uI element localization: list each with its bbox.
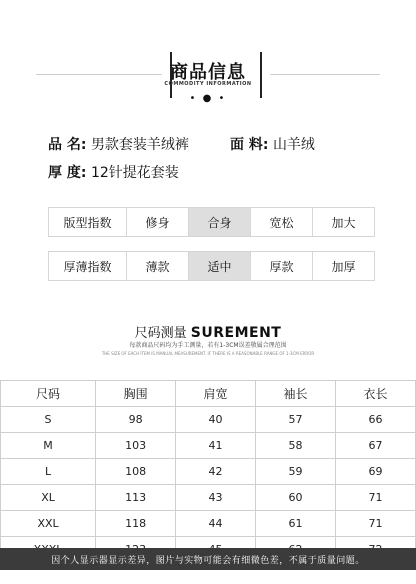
thickness-label: 厚 度: [48, 165, 87, 181]
size-section-title [0, 322, 416, 341]
size-title-en: SUREMENT [190, 325, 282, 341]
size-note: 每款商品尺码均为手工测量，若有1-3CM误差敬属合理范围 [129, 342, 287, 349]
table-cell: 40 [176, 407, 256, 433]
decorative-dots: • ● • [189, 93, 227, 104]
table-row [1, 407, 416, 433]
fit-option-plus: 加大 [312, 208, 374, 236]
thickness-row [48, 162, 179, 182]
thickness-value: 12针提花套装 [90, 165, 179, 181]
fabric-value: 山羊绒 [272, 137, 315, 153]
table-row [1, 511, 416, 537]
thickness-option-thick: 厚款 [250, 252, 312, 280]
table-cell: 98 [96, 407, 176, 433]
table-cell: XL [1, 485, 96, 511]
table-cell: 60 [256, 485, 336, 511]
table-cell: 108 [96, 459, 176, 485]
table-cell: 41 [176, 433, 256, 459]
fit-option-loose: 宽松 [250, 208, 312, 236]
table-cell: 57 [256, 407, 336, 433]
size-note-en-line1: THE SIZE OF EACH ITEM IS MANUAL MEASUREMENT. IF THERE IS A [101, 351, 235, 356]
thickness-index-header: 厚薄指数 [63, 259, 112, 274]
thickness-index-bar [48, 251, 375, 281]
table-cell: 71 [336, 511, 416, 537]
col-header-chest: 胸围 [96, 381, 176, 407]
table-cell: 66 [336, 407, 416, 433]
table-cell: 59 [256, 459, 336, 485]
size-note-en [0, 351, 416, 356]
table-cell: 44 [176, 511, 256, 537]
thickness-option-thin: 薄款 [126, 252, 188, 280]
size-table [0, 380, 416, 563]
col-header-length: 衣长 [336, 381, 416, 407]
table-cell: 42 [176, 459, 256, 485]
product-name-value: 男款套装羊绒裤 [90, 137, 189, 153]
product-name-label: 品 名: [48, 137, 87, 153]
table-cell: XXL [1, 511, 96, 537]
table-cell: S [1, 407, 96, 433]
col-header-shoulder: 肩宽 [176, 381, 256, 407]
col-header-sleeve: 袖长 [256, 381, 336, 407]
table-cell: 61 [256, 511, 336, 537]
table-cell: 103 [96, 433, 176, 459]
table-cell: 69 [336, 459, 416, 485]
section-title: 商品信息 [170, 62, 246, 83]
product-name-row [48, 134, 189, 154]
fit-index-header: 版型指数 [63, 215, 112, 230]
table-cell: 71 [336, 485, 416, 511]
table-row [1, 459, 416, 485]
section-subtitle: COMMODITY INFORMATION [164, 81, 252, 87]
size-note-en-line2: REASONABLE RANGE OF 1-3CM ERROR [235, 351, 315, 356]
thickness-option-medium: 适中 [188, 252, 250, 280]
table-cell: L [1, 459, 96, 485]
color-disclaimer-banner [0, 548, 416, 570]
table-cell: 113 [96, 485, 176, 511]
col-header-size: 尺码 [1, 381, 96, 407]
fit-option-slim: 修身 [126, 208, 188, 236]
table-cell: 43 [176, 485, 256, 511]
table-cell: M [1, 433, 96, 459]
fit-option-regular: 合身 [188, 208, 250, 236]
thickness-option-extra-thick: 加厚 [312, 252, 374, 280]
size-table-header-row [1, 381, 416, 407]
table-cell: 67 [336, 433, 416, 459]
fabric-row [230, 134, 315, 154]
fit-index-bar [48, 207, 375, 237]
table-cell: 118 [96, 511, 176, 537]
size-title-cn: 尺码测量 [134, 326, 187, 341]
table-cell: 58 [256, 433, 336, 459]
table-row [1, 433, 416, 459]
color-disclaimer-text: 因个人显示器显示差异，图片与实物可能会有细微色差，不属于质量问题。 [51, 555, 365, 566]
fabric-label: 面 料: [230, 137, 269, 153]
table-row [1, 485, 416, 511]
